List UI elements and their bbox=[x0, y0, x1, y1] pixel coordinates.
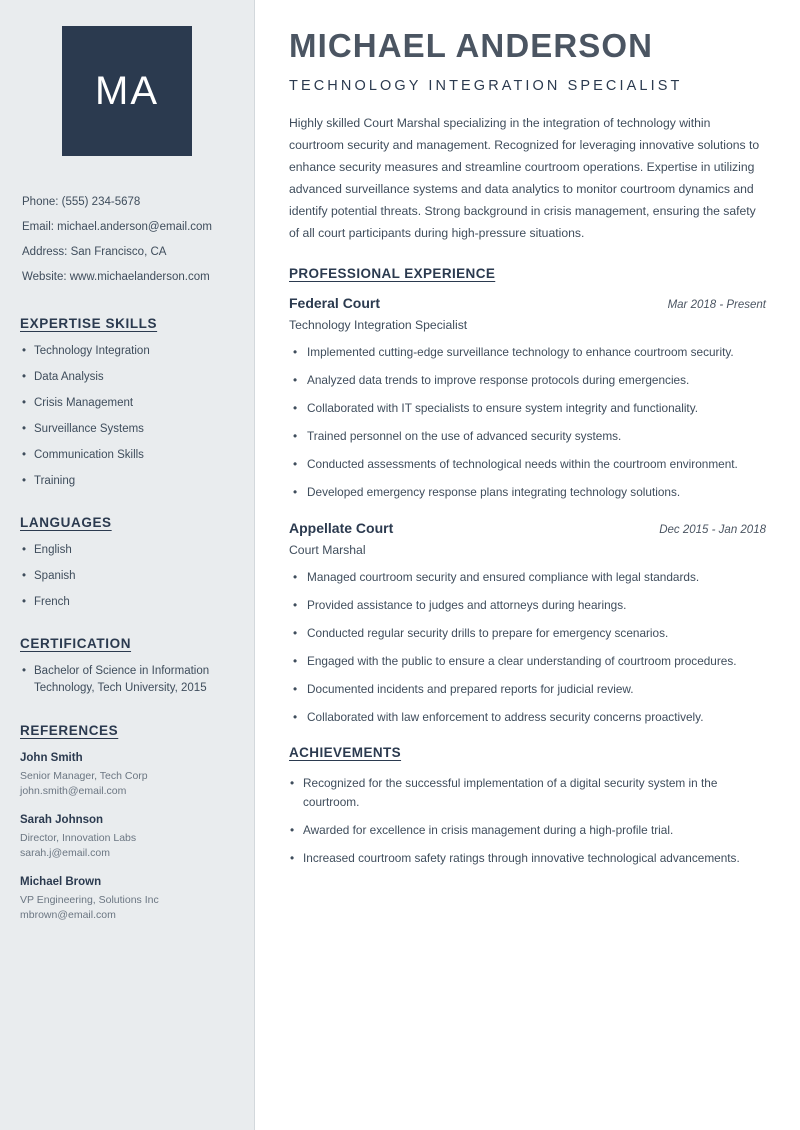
reference-role: Director, Innovation Labs bbox=[20, 832, 137, 844]
section-achievements bbox=[289, 745, 766, 868]
page-title: MICHAEL ANDERSON bbox=[289, 27, 654, 64]
section-references bbox=[20, 723, 234, 923]
monogram-wrapper bbox=[20, 26, 234, 156]
section-professional-experience bbox=[289, 266, 766, 727]
professional-experience-heading: PROFESSIONAL EXPERIENCE bbox=[289, 266, 496, 281]
section-certification bbox=[20, 636, 234, 697]
professional-title: TECHNOLOGY INTEGRATION SPECIALIST bbox=[289, 78, 683, 94]
expertise-skills-list bbox=[20, 343, 234, 489]
contact-phone: Phone: (555) 234-5678 bbox=[22, 196, 141, 208]
reference-item bbox=[20, 812, 234, 861]
contact-website: Website: www.michaelanderson.com bbox=[22, 271, 210, 283]
list-item: • Trained personnel on the use of advanced security systems. bbox=[289, 427, 766, 446]
expertise-skills-heading: EXPERTISE SKILLS bbox=[20, 316, 158, 331]
list-item: • Awarded for excellence in crisis management during a high-profile trial. bbox=[289, 821, 766, 840]
reference-email: sarah.j@email.com bbox=[20, 847, 111, 859]
list-item: • Managed courtroom security and ensured compliance with legal standards. bbox=[289, 568, 766, 587]
list-item: • Documented incidents and prepared reports for judicial review. bbox=[289, 680, 766, 699]
job-organization: Federal Court bbox=[289, 295, 381, 311]
list-item: • Data Analysis bbox=[20, 369, 234, 385]
job-role: Technology Integration Specialist bbox=[289, 318, 468, 332]
list-item: • Training bbox=[20, 473, 234, 489]
job-dates: Mar 2018 - Present bbox=[667, 299, 766, 311]
main-column bbox=[255, 0, 800, 1130]
job-header bbox=[289, 295, 766, 311]
list-item: • Conducted regular security drills to prepare for emergency scenarios. bbox=[289, 624, 766, 643]
contact-address: Address: San Francisco, CA bbox=[22, 246, 167, 258]
list-item: • Developed emergency response plans integrating technology solutions. bbox=[289, 483, 766, 502]
professional-summary: Highly skilled Court Marshal specializing in the integration of technology within courtroom security and management. Recognized for leveraging innovative solutions to enhance security measures and streamline courtroom operations. Expertise in utilizing advanced surveillance systems and data analytics to monitor courtroom dynamics and identify potential threats. Strong background in crisis management, ensuring the safety of all court participants during high-pressure situations. bbox=[289, 116, 760, 240]
reference-email: john.smith@email.com bbox=[20, 785, 127, 797]
languages-list bbox=[20, 542, 234, 610]
list-item: • Surveillance Systems bbox=[20, 421, 234, 437]
list-item: • English bbox=[20, 542, 234, 558]
contact-block bbox=[20, 190, 234, 290]
reference-item bbox=[20, 874, 234, 923]
reference-item bbox=[20, 750, 234, 799]
achievements-heading: ACHIEVEMENTS bbox=[289, 745, 402, 760]
list-item: • Engaged with the public to ensure a clear understanding of courtroom procedures. bbox=[289, 652, 766, 671]
contact-email: Email: michael.anderson@email.com bbox=[22, 221, 212, 233]
job-role: Court Marshal bbox=[289, 543, 366, 557]
list-item: • Collaborated with IT specialists to ensure system integrity and functionality. bbox=[289, 399, 766, 418]
list-item: • Crisis Management bbox=[20, 395, 234, 411]
sidebar bbox=[0, 0, 255, 1130]
list-item: • Technology Integration bbox=[20, 343, 234, 359]
list-item: • Conducted assessments of technological needs within the courtroom environment. bbox=[289, 455, 766, 474]
job-organization: Appellate Court bbox=[289, 520, 394, 536]
list-item: • Provided assistance to judges and attorneys during hearings. bbox=[289, 596, 766, 615]
section-languages bbox=[20, 515, 234, 610]
reference-name: Sarah Johnson bbox=[20, 814, 104, 826]
job-dates: Dec 2015 - Jan 2018 bbox=[659, 524, 766, 536]
references-heading: REFERENCES bbox=[20, 723, 119, 738]
list-item: • Bachelor of Science in Information Technology, Tech University, 2015 bbox=[20, 663, 234, 697]
reference-email: mbrown@email.com bbox=[20, 909, 116, 921]
list-item: • Recognized for the successful implementation of a digital security system in the courtroom. bbox=[289, 774, 766, 812]
reference-role: VP Engineering, Solutions Inc bbox=[20, 894, 159, 906]
reference-name: Michael Brown bbox=[20, 876, 102, 888]
list-item: • Analyzed data trends to improve response protocols during emergencies. bbox=[289, 371, 766, 390]
certification-list bbox=[20, 663, 234, 697]
monogram-initials: MA bbox=[62, 26, 192, 156]
list-item: • Increased courtroom safety ratings through innovative technological advancements. bbox=[289, 849, 766, 868]
job-duties-list bbox=[289, 568, 766, 727]
languages-heading: LANGUAGES bbox=[20, 515, 112, 530]
list-item: • Spanish bbox=[20, 568, 234, 584]
reference-name: John Smith bbox=[20, 752, 83, 764]
certification-heading: CERTIFICATION bbox=[20, 636, 132, 651]
list-item: • Communication Skills bbox=[20, 447, 234, 463]
job-duties-list bbox=[289, 343, 766, 502]
list-item: • Collaborated with law enforcement to address security concerns proactively. bbox=[289, 708, 766, 727]
list-item: • French bbox=[20, 594, 234, 610]
list-item: • Implemented cutting-edge surveillance technology to enhance courtroom security. bbox=[289, 343, 766, 362]
reference-role: Senior Manager, Tech Corp bbox=[20, 770, 148, 782]
section-expertise-skills bbox=[20, 316, 234, 489]
job-header bbox=[289, 520, 766, 536]
achievements-list bbox=[289, 774, 766, 868]
